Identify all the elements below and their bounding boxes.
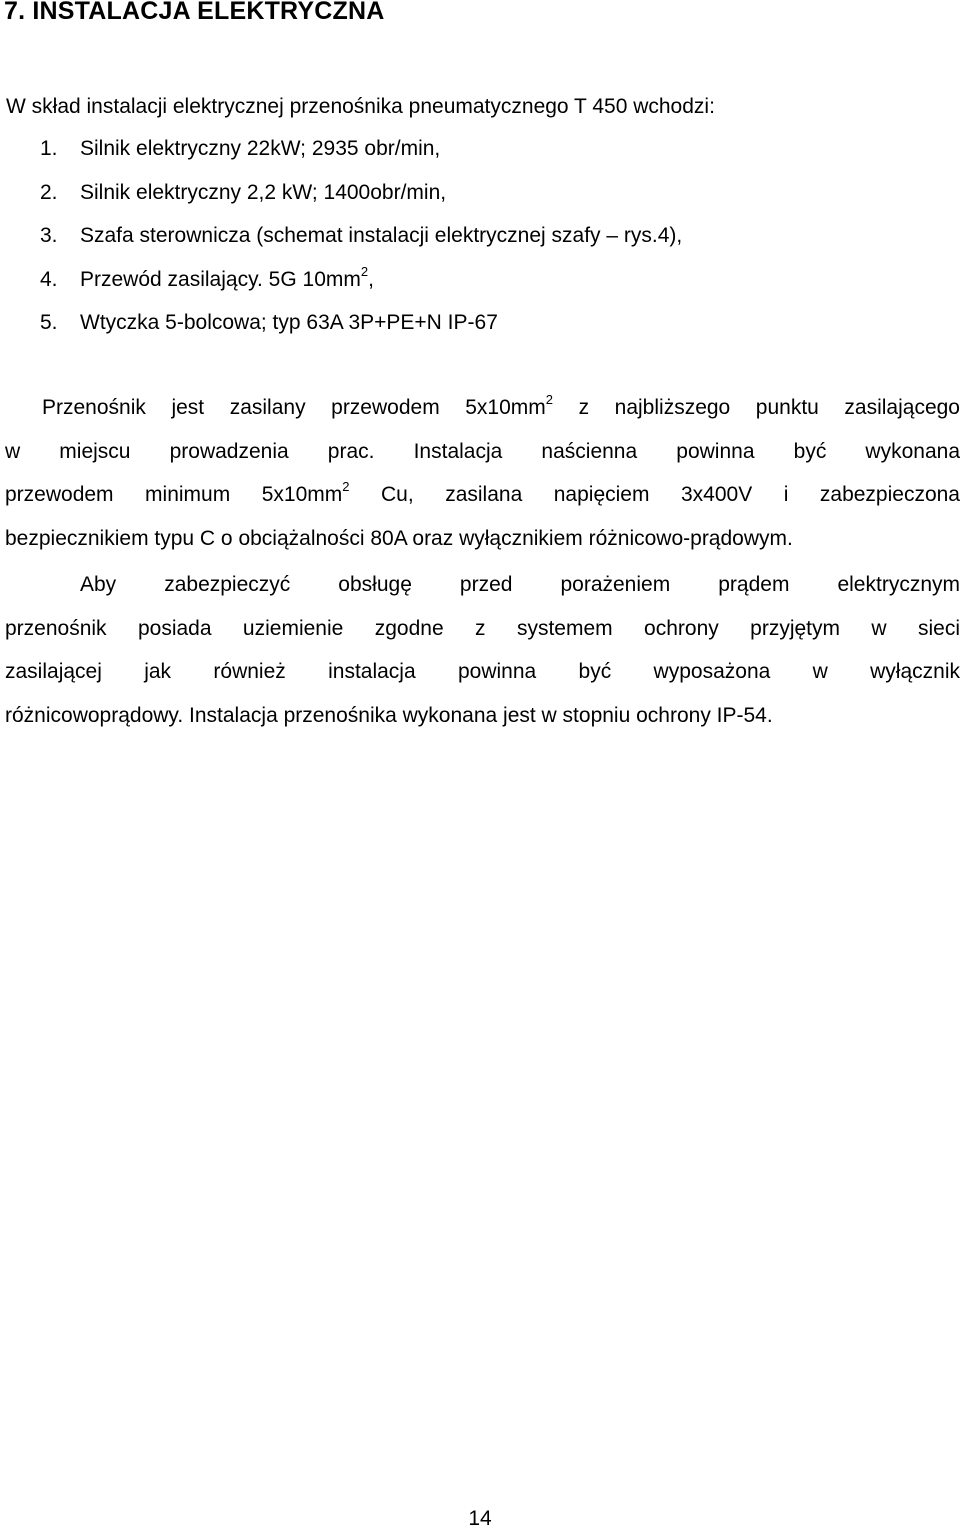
list-item-text: Wtyczka 5-bolcowa; typ 63A 3P+PE+N IP-67 <box>80 311 498 334</box>
list-item-number: 2. <box>40 180 58 204</box>
paragraph-line: bezpiecznikiem typu C o obciążalności 80A oraz wyłącznikiem różnicowo-prądowym. <box>5 526 793 550</box>
paragraph-text: przewodem minimum 5x10mm <box>5 483 343 506</box>
list-item-number: 4. <box>40 267 58 291</box>
paragraph-line: Aby zabezpieczyć obsługę przed porażeniem prądem elektrycznym <box>80 573 960 596</box>
paragraph-line <box>5 480 960 524</box>
list-item-text-suffix: , <box>368 267 374 291</box>
paragraph-line: w miejscu prowadzenia prac. Instalacja naścienna powinna być wykonana <box>5 439 960 463</box>
list-item-number: 1. <box>40 137 58 160</box>
paragraph-line: zasilającej jak również instalacja powinna być wyposażona w wyłącznik <box>5 660 960 683</box>
paragraph-line: różnicowoprądowy. Instalacja przenośnika wykonana jest w stopniu ochrony IP-54. <box>5 703 773 727</box>
superscript: 2 <box>545 392 554 407</box>
superscript: 2 <box>360 263 369 279</box>
paragraph-line: przenośnik posiada uziemienie zgodne z systemem ochrony przyjętym w sieci <box>5 616 960 640</box>
list-item-text-main: Przewód zasilający. 5G 10mm <box>80 267 361 291</box>
power-supply-paragraph <box>5 393 960 567</box>
page-number: 14 <box>468 1507 492 1530</box>
list-item-text: Szafa sterownicza (schemat instalacji elektrycznej szafy – rys.4), <box>80 224 683 247</box>
paragraph-text: Cu, zasilana napięciem 3x400V i zabezpieczona <box>349 483 960 506</box>
paragraph-text: z najbliższego punktu zasilającego <box>553 396 960 419</box>
paragraph-line <box>5 393 960 437</box>
superscript: 2 <box>342 479 350 494</box>
list-item-text <box>80 265 374 295</box>
list-item-number: 3. <box>40 224 58 247</box>
list-item-text: Silnik elektryczny 2,2 kW; 1400obr/min, <box>80 180 447 204</box>
list-item-text: Silnik elektryczny 22kW; 2935 obr/min, <box>80 137 441 160</box>
list-item-number: 5. <box>40 311 58 334</box>
intro-text: W skład instalacji elektrycznej przenośnika pneumatycznego T 450 wchodzi: <box>6 95 715 118</box>
protection-paragraph <box>5 570 960 744</box>
section-title: 7. INSTALACJA ELEKTRYCZNA <box>4 0 385 25</box>
paragraph-text: Przenośnik jest zasilany przewodem 5x10mm <box>42 396 546 419</box>
